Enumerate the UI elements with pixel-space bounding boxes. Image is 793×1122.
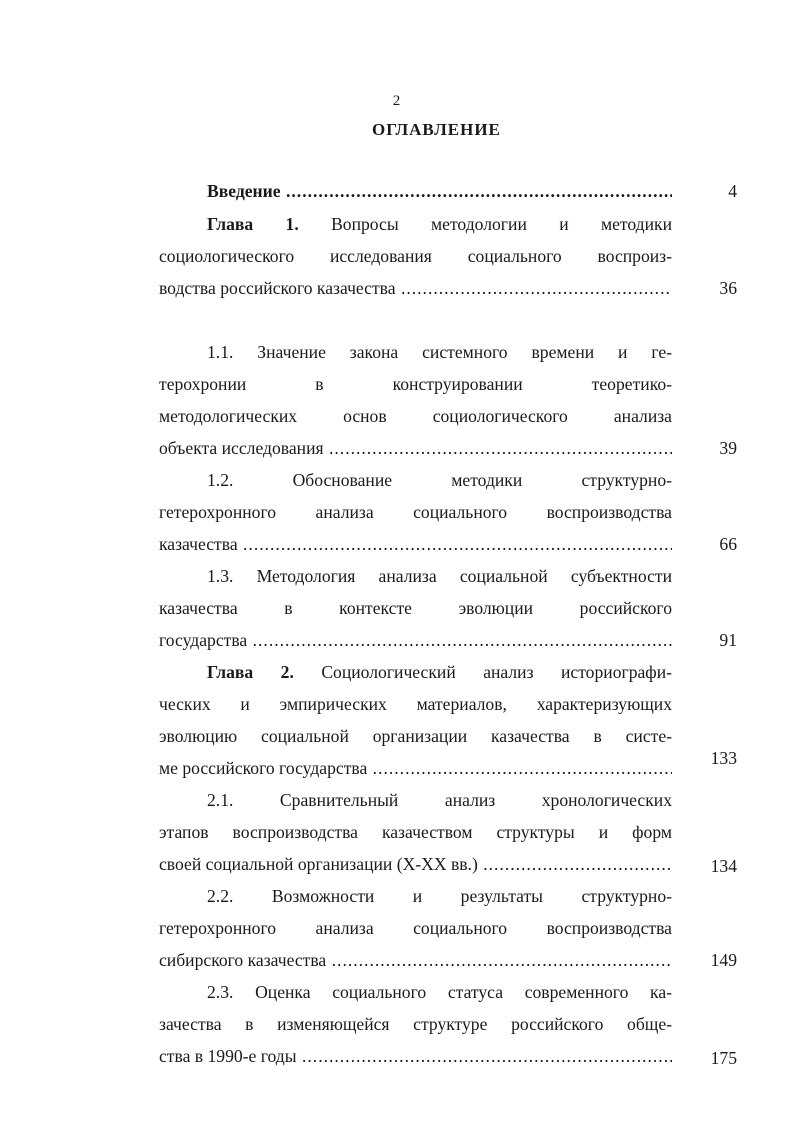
toc-line: зачества в изменяющейся структуре российского обще- <box>159 1014 672 1034</box>
chapter-label: Глава 1. <box>207 214 299 234</box>
toc-page-ref: 175 <box>710 1048 737 1068</box>
toc-page-ref: 4 <box>728 181 737 201</box>
toc-line: казачества в контексте эволюции российского <box>159 598 672 618</box>
toc-line: государства ..... <box>159 630 672 650</box>
toc-line: методологических основ социологического анализа <box>159 406 672 426</box>
page-number: 2 <box>392 93 401 109</box>
toc-line: водства российского казачества ..... <box>159 278 672 298</box>
toc-line: Вопросы методологии и методики <box>298 214 672 234</box>
toc-page-ref: 66 <box>719 534 737 554</box>
toc-line: терохронии в конструировании теоретико- <box>159 374 672 394</box>
toc-page-ref: 133 <box>710 748 737 768</box>
toc-page-ref: 36 <box>719 278 737 298</box>
toc-line: 1.3. Методология анализа социальной субъектности <box>207 566 672 586</box>
toc-line: эволюцию социальной организации казачества в систе- <box>159 726 672 746</box>
chapter-label: Глава 2. <box>207 662 294 682</box>
toc-line: Введение ..... <box>207 181 672 201</box>
toc-line: сибирского казачества ..... <box>159 950 672 970</box>
toc-line: гетерохронного анализа социального воспроизводства <box>159 502 672 522</box>
toc-line: объекта исследования ..... <box>159 438 672 458</box>
toc-title: ОГЛАВЛЕНИЕ <box>372 120 501 139</box>
toc-line: 1.2. Обоснование методики структурно- <box>207 470 672 490</box>
toc-line: гетерохронного анализа социального воспроизводства <box>159 918 672 938</box>
toc-line-wrap <box>207 662 672 682</box>
toc-line: 2.3. Оценка социального статуса современного ка- <box>207 982 672 1002</box>
toc-line: 2.2. Возможности и результаты структурно- <box>207 886 672 906</box>
toc-line: этапов воспроизводства казачеством структуры и форм <box>159 822 672 842</box>
toc-line: ме российского государства ..... <box>159 758 672 778</box>
toc-page-ref: 91 <box>719 630 737 650</box>
toc-line: социологического исследования социального воспроиз- <box>159 246 672 266</box>
toc-line: своей социальной организации (Х-ХХ вв.) ..... <box>159 854 672 874</box>
toc-page-ref: 149 <box>710 950 737 970</box>
toc-page-ref: 134 <box>710 856 737 876</box>
toc-page-ref: 39 <box>719 438 737 458</box>
toc-line: 1.1. Значение закона системного времени и ге- <box>207 342 672 362</box>
toc-line: казачества ..... <box>159 534 672 554</box>
toc-line: 2.1. Сравнительный анализ хронологических <box>207 790 672 810</box>
toc-line-wrap <box>207 214 672 234</box>
toc-line: Социологический анализ историографи- <box>293 662 672 682</box>
toc-line: ческих и эмпирических материалов, характеризующих <box>159 694 672 714</box>
toc-line: ства в 1990-е годы ..... <box>159 1046 672 1066</box>
